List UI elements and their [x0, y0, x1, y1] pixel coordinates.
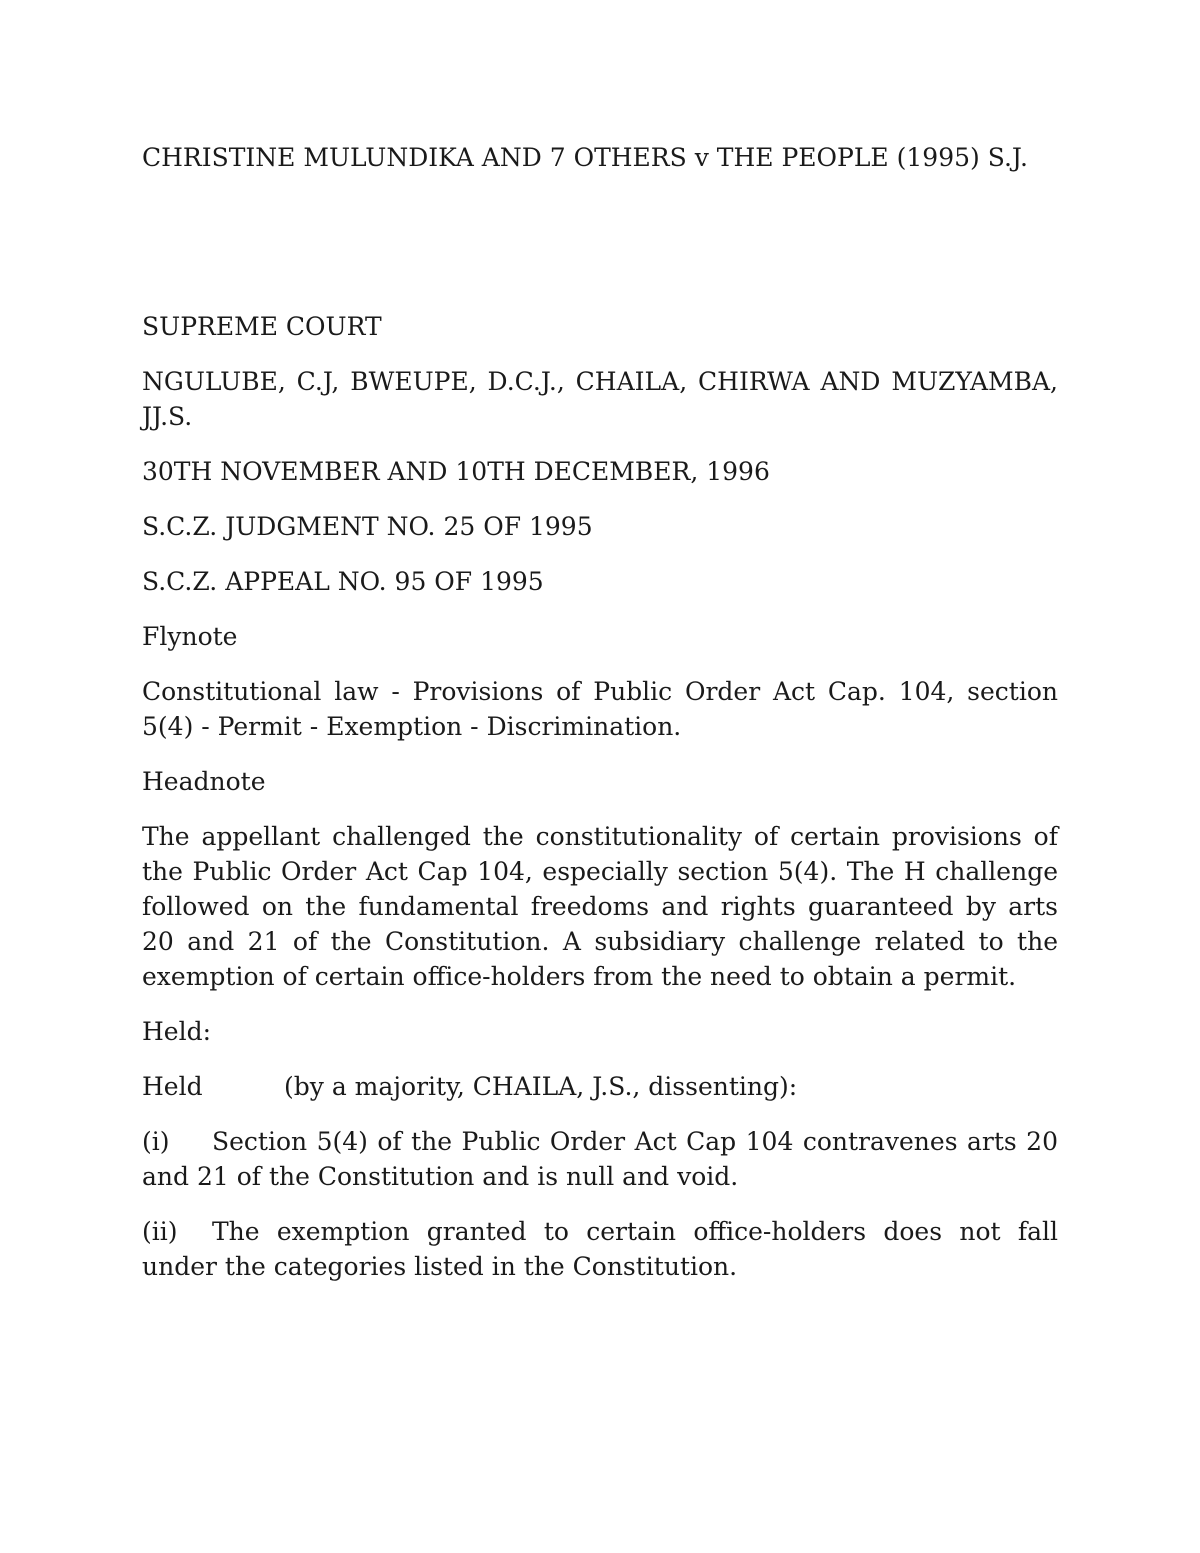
court-name: SUPREME COURT: [142, 312, 382, 341]
held-label: Held: [142, 1072, 203, 1101]
holding-text: The exemption granted to certain office-holders does not fall under the categories listed in the Constitution.: [142, 1217, 1058, 1281]
held-line: [142, 1069, 1058, 1104]
judgment-number: S.C.Z. JUDGMENT NO. 25 OF 1995: [142, 512, 593, 541]
case-title: CHRISTINE MULUNDIKA AND 7 OTHERS v THE PEOPLE (1995) S.J.: [142, 143, 1028, 172]
held-heading: Held:: [142, 1017, 212, 1046]
headnote-text: The appellant challenged the constitutionality of certain provisions of the Public Order Act Cap 104, especially section 5(4). The H challenge followed on the fundamental freedoms and rights guaranteed by arts 20 and 21 of the Constitution. A subsidiary challenge related to the exemption of certain office-holders from the need to obtain a permit.: [142, 822, 1058, 991]
judges-list: NGULUBE, C.J, BWEUPE, D.C.J., CHAILA, CHIRWA AND MUZYAMBA, JJ.S.: [142, 367, 1058, 431]
hearing-dates: 30TH NOVEMBER AND 10TH DECEMBER, 1996: [142, 457, 770, 486]
holding-item: [142, 1214, 1058, 1284]
appeal-number: S.C.Z. APPEAL NO. 95 OF 1995: [142, 567, 544, 596]
holding-number: (ii): [142, 1217, 178, 1246]
holding-text: Section 5(4) of the Public Order Act Cap 104 contravenes arts 20 and 21 of the Constitution and is null and void.: [142, 1127, 1058, 1191]
holding-number: (i): [142, 1127, 170, 1156]
headnote-heading: Headnote: [142, 767, 266, 796]
flynote-text: Constitutional law - Provisions of Public Order Act Cap. 104, section 5(4) - Permit - Exemption - Discrimination.: [142, 677, 1058, 741]
document-page: [142, 140, 1058, 1304]
holding-item: [142, 1124, 1058, 1194]
flynote-heading: Flynote: [142, 622, 238, 651]
held-qualifier: (by a majority, CHAILA, J.S., dissenting):: [284, 1072, 798, 1101]
